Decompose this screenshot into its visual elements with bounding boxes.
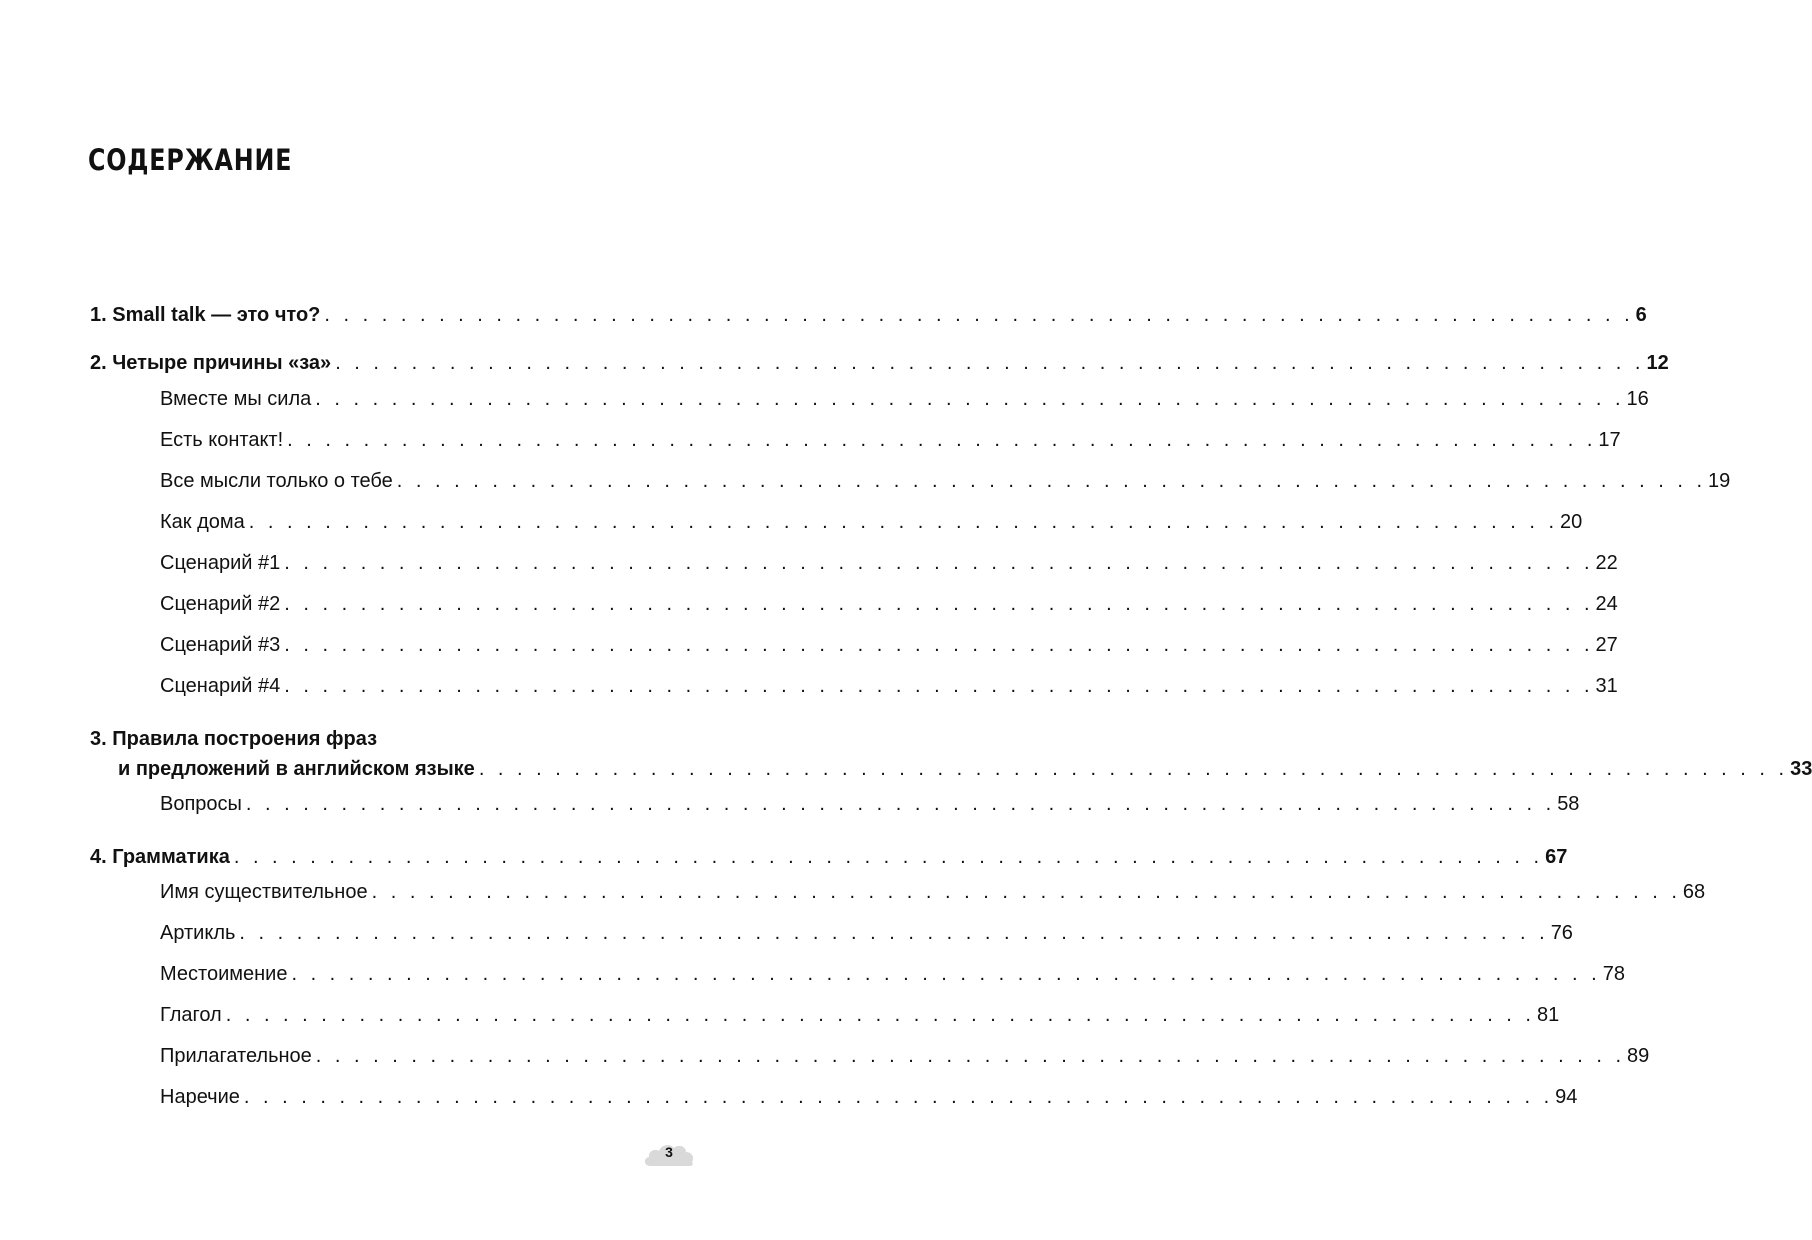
dot-leader: . . . . . . . . . . . . . . . . . . . . . . . . . . . . . . . . . . . . . . . . . . . . . . . . . . . . . . . . . . . . . . . . . . . . .	[335, 352, 1645, 374]
toc-entry-section[interactable]	[160, 511, 1583, 533]
toc-entry-label: 4. Грамматика	[90, 846, 230, 868]
dot-leader: . . . . . . . . . . . . . . . . . . . . . . . . . . . . . . . . . . . . . . . . . . . . . . . . . . . . . . . . . . . . . . . . . . . . .	[284, 552, 1594, 574]
page-number: 3	[665, 1144, 673, 1160]
toc-entry-page: 17	[1598, 429, 1621, 451]
toc-entry-page: 24	[1595, 593, 1618, 615]
toc-entry-section[interactable]	[160, 429, 1621, 451]
toc-entry-label: Сценарий #3	[160, 634, 281, 656]
toc-entry-label: 1. Small talk — это что?	[90, 304, 321, 326]
toc-entry-section[interactable]	[160, 388, 1649, 410]
page-title: СОДЕРЖАНИЕ	[88, 143, 293, 177]
toc-entry-label: Наречие	[160, 1086, 240, 1108]
toc-entry-section[interactable]	[160, 675, 1618, 697]
toc-entry-chapter-4[interactable]	[90, 846, 1568, 868]
toc-entry-label: Вопросы	[160, 793, 242, 815]
toc-entry-page: 33	[1790, 758, 1812, 780]
toc-entry-page: 16	[1626, 388, 1649, 410]
toc-entry-section[interactable]	[160, 1086, 1578, 1108]
dot-leader: . . . . . . . . . . . . . . . . . . . . . . . . . . . . . . . . . . . . . . . . . . . . . . . . . . . . . . . . . . . . . . . . . . . . .	[315, 1045, 1626, 1067]
toc-entry-section[interactable]	[160, 793, 1580, 815]
toc-entry-label: и предложений в английском языке	[118, 758, 475, 780]
dot-leader: . . . . . . . . . . . . . . . . . . . . . . . . . . . . . . . . . . . . . . . . . . . . . . . . . . . . . . . . . . . . . . . . . . . . .	[291, 963, 1601, 985]
page-number-badge	[642, 1140, 696, 1168]
dot-leader: . . . . . . . . . . . . . . . . . . . . . . . . . . . . . . . . . . . . . . . . . . . . . . . . . . . . . . . . . . . . . . . . . . . . .	[315, 388, 1625, 410]
toc-entry-chapter-3-line1[interactable]: 3. Правила построения фраз	[90, 728, 378, 750]
toc-entry-section[interactable]	[160, 881, 1706, 903]
toc-entry-page: 89	[1627, 1045, 1650, 1067]
toc-entry-page: 22	[1595, 552, 1618, 574]
toc-entry-label: Прилагательное	[160, 1045, 312, 1067]
toc-entry-section[interactable]	[160, 1004, 1560, 1026]
toc-entry-page: 6	[1635, 304, 1647, 326]
toc-entry-label: Все мысли только о тебе	[160, 470, 393, 492]
dot-leader: . . . . . . . . . . . . . . . . . . . . . . . . . . . . . . . . . . . . . . . . . . . . . . . . . . . . . . . . . . . . . . . . . . . . .	[478, 758, 1789, 780]
toc-entry-page: 27	[1595, 634, 1618, 656]
toc-entry-chapter-1[interactable]	[90, 304, 1647, 326]
toc-entry-page: 94	[1555, 1086, 1578, 1108]
toc-entry-label: 2. Четыре причины «за»	[90, 352, 332, 374]
toc-entry-label: Сценарий #4	[160, 675, 281, 697]
dot-leader: . . . . . . . . . . . . . . . . . . . . . . . . . . . . . . . . . . . . . . . . . . . . . . . . . . . . . . . . . . . . . . . . . . . . .	[284, 675, 1594, 697]
dot-leader: . . . . . . . . . . . . . . . . . . . . . . . . . . . . . . . . . . . . . . . . . . . . . . . . . . . . . . . . . . . . . . . . . . . . .	[284, 593, 1594, 615]
dot-leader: . . . . . . . . . . . . . . . . . . . . . . . . . . . . . . . . . . . . . . . . . . . . . . . . . . . . . . . . . . . . . . . . . . . . .	[396, 470, 1707, 492]
toc-entry-section[interactable]	[160, 1045, 1650, 1067]
dot-leader: . . . . . . . . . . . . . . . . . . . . . . . . . . . . . . . . . . . . . . . . . . . . . . . . . . . . . . . . . . . . . . . . . . . . .	[371, 881, 1681, 903]
toc-entry-label: Имя существительное	[160, 881, 368, 903]
toc-entry-label: Как дома	[160, 511, 245, 533]
toc-entry-page: 67	[1545, 846, 1568, 868]
toc-entry-label: Есть контакт!	[160, 429, 284, 451]
toc-entry-section[interactable]	[160, 593, 1618, 615]
toc-entry-label: Вместе мы сила	[160, 388, 312, 410]
toc-entry-section[interactable]	[160, 963, 1625, 985]
dot-leader: . . . . . . . . . . . . . . . . . . . . . . . . . . . . . . . . . . . . . . . . . . . . . . . . . . . . . . . . . . . . . . . . . . . . .	[248, 511, 1559, 533]
dot-leader: . . . . . . . . . . . . . . . . . . . . . . . . . . . . . . . . . . . . . . . . . . . . . . . . . . . . . . . . . . . . . . . . . . . . .	[225, 1004, 1535, 1026]
dot-leader: . . . . . . . . . . . . . . . . . . . . . . . . . . . . . . . . . . . . . . . . . . . . . . . . . . . . . . . . . . . . . . . . . . . . .	[239, 922, 1549, 944]
toc-entry-page: 31	[1595, 675, 1618, 697]
toc-entry-label: Артикль	[160, 922, 236, 944]
toc-entry-chapter-3[interactable]	[118, 758, 1812, 780]
toc-entry-page: 58	[1557, 793, 1580, 815]
toc-entry-section[interactable]	[160, 470, 1731, 492]
toc-entry-label: Сценарий #2	[160, 593, 281, 615]
dot-leader: . . . . . . . . . . . . . . . . . . . . . . . . . . . . . . . . . . . . . . . . . . . . . . . . . . . . . . . . . . . . . . . . . . . . .	[284, 634, 1594, 656]
toc-entry-page: 20	[1560, 511, 1583, 533]
toc-entry-page: 78	[1602, 963, 1625, 985]
dot-leader: . . . . . . . . . . . . . . . . . . . . . . . . . . . . . . . . . . . . . . . . . . . . . . . . . . . . . . . . . . . . . . . . . . . . .	[245, 793, 1556, 815]
toc-entry-page: 68	[1682, 881, 1706, 903]
toc-entry-label: Местоимение	[160, 963, 288, 985]
toc-entry-page: 19	[1708, 470, 1731, 492]
toc-entry-section[interactable]	[160, 922, 1573, 944]
toc-entry-chapter-2[interactable]	[90, 352, 1669, 374]
toc-entry-section[interactable]	[160, 634, 1618, 656]
dot-leader: . . . . . . . . . . . . . . . . . . . . . . . . . . . . . . . . . . . . . . . . . . . . . . . . . . . . . . . . . . . . . . . . . . . . .	[324, 304, 1634, 326]
toc-entry-page: 76	[1550, 922, 1573, 944]
toc-entry-page: 12	[1646, 352, 1669, 374]
toc-entry-page: 81	[1536, 1004, 1560, 1026]
dot-leader: . . . . . . . . . . . . . . . . . . . . . . . . . . . . . . . . . . . . . . . . . . . . . . . . . . . . . . . . . . . . . . . . . . . . .	[243, 1086, 1554, 1108]
toc-entry-label: Сценарий #1	[160, 552, 281, 574]
toc-entry-section[interactable]	[160, 552, 1618, 574]
dot-leader: . . . . . . . . . . . . . . . . . . . . . . . . . . . . . . . . . . . . . . . . . . . . . . . . . . . . . . . . . . . . . . . . . . . . .	[287, 429, 1597, 451]
toc-entry-label: Глагол	[160, 1004, 222, 1026]
dot-leader: . . . . . . . . . . . . . . . . . . . . . . . . . . . . . . . . . . . . . . . . . . . . . . . . . . . . . . . . . . . . . . . . . . . . .	[233, 846, 1544, 868]
